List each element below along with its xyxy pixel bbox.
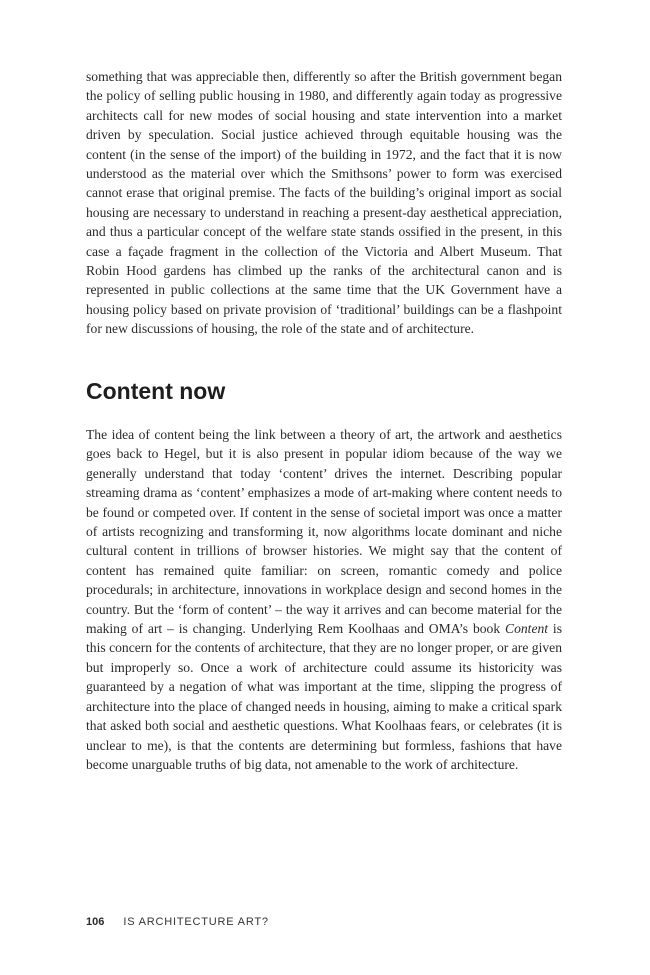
body-paragraph bbox=[86, 425, 562, 774]
page-footer bbox=[86, 915, 269, 929]
paragraph-text: The idea of content being the link between a theory of art, the artwork and aesthetics goes back to Hegel, but it is also present in popular idiom because of the way we generally understand that today ‘content’ drives the internet. Describing popular streaming drama as ‘content’ emphasizes a mode of art-making where content needs to be found or competed over. If content in the sense of societal import was once a matter of artists recognizing and transforming it, now algorithms locate dominant and niche cultural content in trillions of browser histories. We might say that the content of content has remained quite familiar: on screen, romantic comedy and police procedurals; in architecture, innovations in workplace design and second homes in the country. But the ‘form of content’ – the way it arrives and can become material for the making of art – is changing. Underlying Rem Koolhaas and OMA’s book bbox=[86, 427, 562, 637]
body-paragraph: something that was appreciable then, differently so after the British government began the policy of selling public housing in 1980, and differently again today as progressive architects call for new modes of social housing and state intervention into a market driven by speculation. Social justice achieved through equitable housing was the content (in the sense of the import) of the building in 1972, and the fact that it is now understood as the material over which the Smithsons’ power to form was exercised cannot erase that original premise. The facts of the building’s original import as social housing are necessary to understand in reaching a present-day aesthetical appreciation, and thus a particular concept of the welfare state stands ossified in the present, in this case a façade fragment in the collection of the Victoria and Albert Museum. That Robin Hood gardens has climbed up the ranks of the architectural canon and is represented in public collections at the same time that the UK Government have a housing policy based on private provision of ‘traditional’ buildings can be a flashpoint for new discussions of housing, the role of the state and of architecture. bbox=[86, 69, 562, 337]
running-title: IS ARCHITECTURE ART? bbox=[123, 916, 269, 928]
paragraph-text: is this concern for the contents of architecture, that they are no longer proper, or are given but improperly so. Once a work of architecture could assume its historicity was guaranteed by a negation of what was important at the time, slipping the progress of architecture into the place of changed needs in housing, aiming to make a critical spark that asked both social and aesthetic questions. What Koolhaas fears, or celebrates (it is unclear to me), is that the contents are determining but formless, fashions that have become unarguable truths of big data, not amenable to the work of architecture. bbox=[86, 621, 563, 772]
section-heading: Content now bbox=[86, 378, 226, 404]
book-title: Content bbox=[505, 621, 549, 637]
page-number: 106 bbox=[86, 916, 105, 928]
